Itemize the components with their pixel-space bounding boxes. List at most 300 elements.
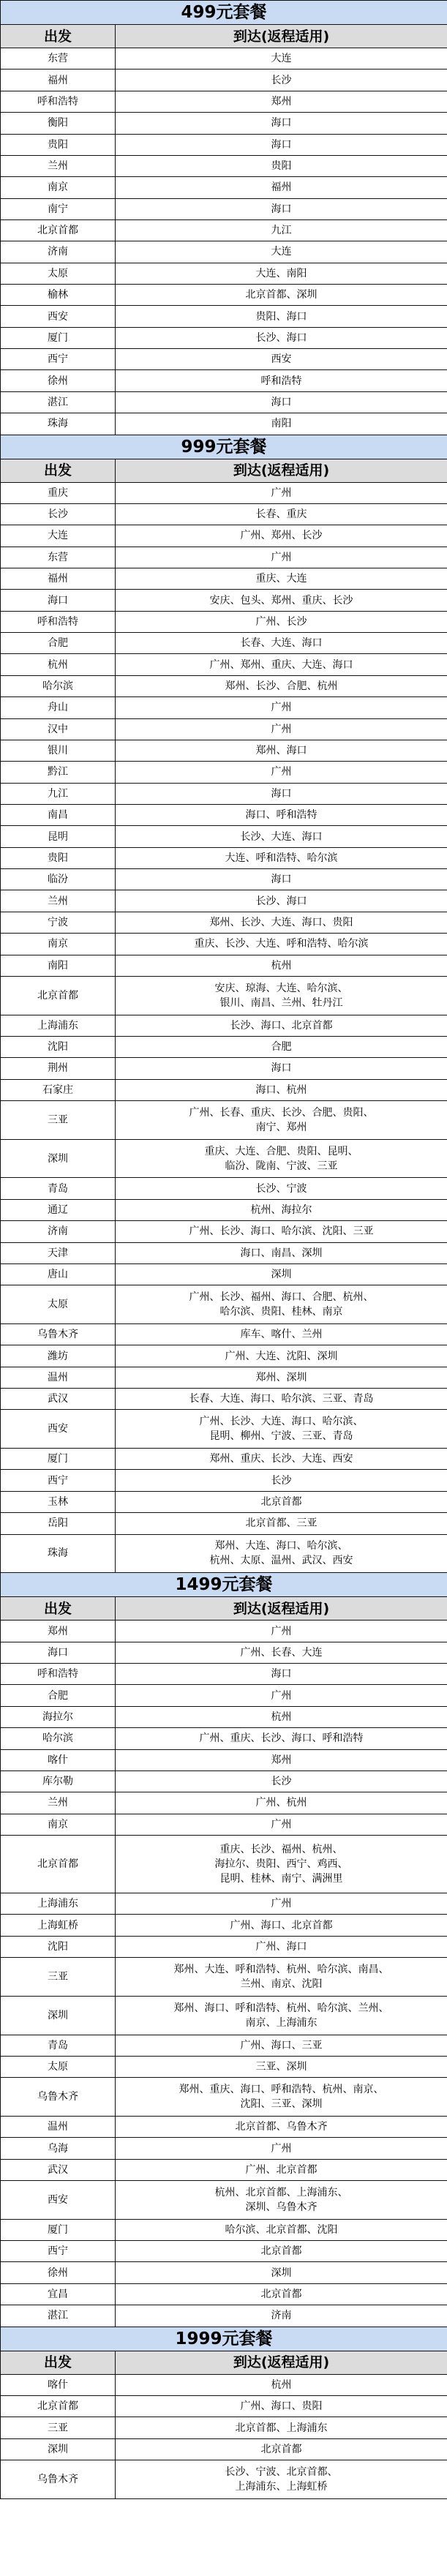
destination-cities [116, 525, 447, 547]
origin-city: 东营 [1, 547, 116, 568]
destination-line: 杭州 [271, 959, 292, 972]
destination-line: 广州 [271, 2142, 292, 2155]
origin-city: 南阳 [1, 955, 116, 976]
destination-line: 广州、长沙、福州、海口、合肥、杭州、 [189, 1291, 374, 1304]
origin-city: 深圳 [1, 1139, 116, 1178]
route-row [1, 976, 447, 1015]
origin-city: 西安 [1, 306, 116, 327]
destination-cities [116, 1642, 447, 1663]
destination-cities [116, 1893, 447, 1915]
origin-city: 九江 [1, 783, 116, 804]
origin-city: 兰州 [1, 890, 116, 912]
destination-cities [116, 1036, 447, 1057]
route-row [1, 1749, 447, 1770]
package-title-row [1, 2327, 447, 2351]
origin-city: 济南 [1, 1221, 116, 1242]
destination-cities [116, 675, 447, 696]
origin-city: 徐州 [1, 2262, 116, 2283]
destination-cities [116, 1770, 447, 1792]
column-header-to: 到达(返程适用) [116, 1597, 447, 1621]
destination-cities [116, 1285, 447, 1324]
destination-line: 长春、大连、海口、哈尔滨、三亚、青岛 [189, 1393, 374, 1405]
destination-cities [116, 219, 447, 241]
destination-line: 长沙 [271, 1474, 292, 1487]
route-row [1, 697, 447, 718]
origin-city: 南宁 [1, 198, 116, 219]
destination-cities [116, 1706, 447, 1727]
destination-cities [116, 2181, 447, 2220]
destination-line: 哈尔滨、贵阳、桂林、南京 [219, 1306, 343, 1318]
column-header-from: 出发 [1, 459, 116, 482]
origin-city: 乌鲁木齐 [1, 2460, 116, 2499]
origin-city: 厦门 [1, 1449, 116, 1470]
origin-city: 西宁 [1, 1470, 116, 1491]
destination-cities [116, 826, 447, 847]
destination-cities [116, 2138, 447, 2159]
destination-cities [116, 1936, 447, 1957]
route-row [1, 1685, 447, 1706]
route-row [1, 2262, 447, 2283]
destination-line: 郑州、海口 [255, 745, 307, 757]
destination-line: 安庆、包头、郑州、重庆、长沙 [209, 594, 353, 607]
destination-cities [116, 2219, 447, 2240]
destination-cities [116, 155, 447, 176]
origin-city: 郑州 [1, 1621, 116, 1642]
destination-cities [116, 1685, 447, 1706]
destination-line: 深圳 [271, 1269, 292, 1281]
destination-cities [116, 955, 447, 976]
route-row [1, 1470, 447, 1491]
destination-line: 重庆、长沙、福州、杭州、 [219, 1843, 343, 1855]
destination-line: 广州 [271, 723, 292, 735]
destination-line: 海口 [271, 1668, 292, 1681]
origin-city: 榆林 [1, 285, 116, 306]
column-header-from: 出发 [1, 2351, 116, 2374]
route-row [1, 1728, 447, 1749]
destination-line: 重庆、大连 [255, 573, 307, 585]
destination-line: 福州 [271, 181, 292, 194]
destination-line: 南宁、郑州 [255, 1121, 307, 1133]
route-row [1, 804, 447, 825]
route-row [1, 675, 447, 696]
destination-line: 广州、长春、大连 [240, 1646, 323, 1659]
destination-line: 大连 [271, 246, 292, 258]
destination-line: 杭州、北京首都、上海浦东、 [214, 2186, 348, 2198]
origin-city: 西宁 [1, 2241, 116, 2262]
origin-city: 珠海 [1, 1534, 116, 1573]
destination-cities [116, 306, 447, 327]
destination-line: 广州 [271, 487, 292, 499]
destination-line: 长沙、大连、海口 [240, 830, 323, 843]
origin-city: 北京首都 [1, 219, 116, 241]
destination-line: 昆明、桂林、南宁、满洲里 [219, 1872, 343, 1885]
destination-line: 昆明、柳州、宁波、三亚、青岛 [209, 1430, 353, 1443]
destination-cities [116, 1199, 447, 1220]
destination-cities [116, 1389, 447, 1410]
origin-city: 厦门 [1, 2219, 116, 2240]
destination-cities [116, 804, 447, 825]
origin-city: 温州 [1, 1367, 116, 1388]
origin-city: 哈尔滨 [1, 1728, 116, 1749]
destination-line: 北京首都 [260, 2288, 302, 2301]
destination-line: 郑州、大连、呼和浩特、杭州、哈尔滨、南昌、 [173, 1963, 389, 1975]
route-row [1, 391, 447, 413]
destination-cities [116, 869, 447, 890]
destination-cities [116, 1534, 447, 1573]
destination-line: 郑州、长沙、合肥、杭州 [225, 680, 338, 692]
destination-cities [116, 370, 447, 391]
origin-city: 乌鲁木齐 [1, 1323, 116, 1345]
destination-line: 长沙、海口 [255, 331, 307, 344]
origin-city: 呼和浩特 [1, 1664, 116, 1685]
destination-line: 大连、南阳 [255, 267, 307, 279]
destination-cities [116, 327, 447, 348]
route-row [1, 847, 447, 868]
destination-line: 广州、杭州 [255, 1797, 307, 1809]
destination-line: 广州、长沙、大连、海口、哈尔滨、 [199, 1416, 364, 1428]
destination-line: 郑州、重庆、海口、呼和浩特、杭州、南京、 [179, 2084, 384, 2096]
destination-cities [116, 241, 447, 263]
route-row [1, 1221, 447, 1242]
route-row [1, 2035, 447, 2056]
route-row [1, 2056, 447, 2077]
route-row [1, 590, 447, 611]
origin-city: 荆州 [1, 1058, 116, 1079]
origin-city: 贵阳 [1, 134, 116, 155]
destination-line: 长春、重庆 [255, 508, 307, 521]
route-row [1, 1936, 447, 1957]
destination-line: 银川、南昌、兰州、牡丹江 [219, 996, 343, 1009]
destination-cities [116, 568, 447, 590]
route-row [1, 91, 447, 112]
destination-cities [116, 1958, 447, 1997]
destination-cities [116, 762, 447, 783]
origin-city: 福州 [1, 70, 116, 91]
origin-city: 徐州 [1, 370, 116, 391]
route-row [1, 1139, 447, 1178]
origin-city: 南昌 [1, 804, 116, 825]
destination-line: 杭州 [271, 1711, 292, 1723]
destination-line: 广州、郑州、长沙 [240, 530, 323, 542]
destination-line: 广州 [271, 551, 292, 563]
route-row [1, 1814, 447, 1835]
origin-city: 宜昌 [1, 2283, 116, 2305]
destination-line: 九江 [271, 225, 292, 237]
destination-cities [116, 1814, 447, 1835]
origin-city: 海拉尔 [1, 1706, 116, 1727]
destination-cities [116, 1178, 447, 1199]
origin-city: 西宁 [1, 349, 116, 370]
destination-line: 广州、重庆、长沙、海口、呼和浩特 [199, 1732, 364, 1745]
route-row [1, 2283, 447, 2305]
route-row [1, 525, 447, 547]
route-row [1, 1410, 447, 1449]
destination-line: 北京首都、深圳 [245, 289, 318, 301]
origin-city: 呼和浩特 [1, 611, 116, 632]
destination-cities [116, 1449, 447, 1470]
destination-line: 沈阳、三亚、深圳 [240, 2098, 323, 2111]
route-row [1, 370, 447, 391]
route-row [1, 1178, 447, 1199]
route-row [1, 70, 447, 91]
origin-city: 昆明 [1, 826, 116, 847]
destination-cities [116, 1410, 447, 1449]
origin-city: 天津 [1, 1242, 116, 1263]
destination-cities [116, 2056, 447, 2077]
origin-city: 上海浦东 [1, 1893, 116, 1915]
destination-line: 广州 [271, 1818, 292, 1830]
column-header-to: 到达(返程适用) [116, 2351, 447, 2374]
route-row [1, 1449, 447, 1470]
destination-line: 西安 [271, 353, 292, 366]
route-row [1, 740, 447, 761]
destination-line: 海口、南昌、深圳 [240, 1247, 323, 1259]
destination-line: 海拉尔、贵阳、西宁、鸡西、 [214, 1858, 348, 1870]
origin-city: 合肥 [1, 633, 116, 654]
origin-city: 舟山 [1, 697, 116, 718]
destination-cities [116, 2116, 447, 2137]
destination-line: 广州、长沙 [255, 615, 307, 628]
route-row [1, 1242, 447, 1263]
origin-city: 岳阳 [1, 1513, 116, 1534]
destination-line: 济南 [271, 2310, 292, 2322]
destination-line: 郑州、重庆、长沙、大连、西安 [209, 1453, 353, 1465]
route-row [1, 1996, 447, 2035]
column-header-to: 到达(返程适用) [116, 459, 447, 482]
destination-cities [116, 2159, 447, 2180]
destination-line: 贵阳 [271, 160, 292, 173]
route-row [1, 413, 447, 435]
destination-cities [116, 48, 447, 70]
origin-city: 南京 [1, 1814, 116, 1835]
destination-cities [116, 2283, 447, 2305]
origin-city: 长沙 [1, 503, 116, 525]
destination-line: 兰州、南京、沈阳 [240, 1978, 323, 1990]
origin-city: 南京 [1, 177, 116, 198]
destination-line: 北京首都 [260, 1496, 302, 1509]
route-row [1, 285, 447, 306]
destination-line: 北京首都 [260, 2443, 302, 2455]
destination-cities [116, 633, 447, 654]
route-row [1, 2305, 447, 2327]
destination-line: 南阳 [271, 418, 292, 430]
destination-cities [116, 590, 447, 611]
route-row [1, 1835, 447, 1893]
origin-city: 青岛 [1, 2035, 116, 2056]
destination-line: 长沙、宁波 [255, 1182, 307, 1195]
origin-city: 三亚 [1, 1101, 116, 1140]
route-row [1, 934, 447, 955]
origin-city: 临汾 [1, 869, 116, 890]
origin-city: 兰州 [1, 1792, 116, 1814]
destination-line: 海口 [271, 203, 292, 215]
destination-cities [116, 2241, 447, 2262]
destination-line: 长沙、宁波、北京首都、 [225, 2466, 338, 2478]
column-header-row [1, 25, 447, 48]
destination-line: 北京首都、上海浦东 [235, 2422, 328, 2434]
destination-cities [116, 1263, 447, 1285]
column-header-row [1, 1597, 447, 1621]
destination-cities [116, 2035, 447, 2056]
origin-city: 湛江 [1, 391, 116, 413]
destination-cities [116, 654, 447, 675]
route-row [1, 955, 447, 976]
destination-line: 哈尔滨、北京首都、沈阳 [225, 2223, 338, 2236]
route-row [1, 1534, 447, 1573]
package-title-row [1, 1, 447, 25]
destination-line: 重庆、大连、合肥、贵阳、昆明、 [204, 1145, 358, 1157]
destination-line: 广州、海口 [255, 1940, 307, 1953]
route-row [1, 2181, 447, 2220]
destination-line: 长春、大连、海口 [240, 637, 323, 650]
destination-cities [116, 1621, 447, 1642]
route-row [1, 890, 447, 912]
package-title: 999元套餐 [1, 435, 447, 459]
destination-cities [116, 503, 447, 525]
origin-city: 乌海 [1, 2138, 116, 2159]
destination-line: 海口、呼和浩特 [245, 809, 318, 822]
destination-cities [116, 2395, 447, 2417]
destination-cities [116, 1058, 447, 1079]
destination-line: 长沙、海口、北京首都 [230, 1019, 333, 1032]
origin-city: 武汉 [1, 2159, 116, 2180]
route-row [1, 198, 447, 219]
destination-line: 郑州 [271, 1754, 292, 1766]
package-title: 1499元套餐 [1, 1573, 447, 1597]
destination-line: 海口 [271, 787, 292, 800]
route-row [1, 1323, 447, 1345]
fare-package-table-body [1, 1, 447, 2499]
destination-cities [116, 482, 447, 503]
destination-line: 广州、大连、沈阳、深圳 [225, 1350, 338, 1362]
destination-line: 广州、海口、北京首都 [230, 1919, 333, 1931]
destination-cities [116, 391, 447, 413]
destination-cities [116, 912, 447, 933]
route-row [1, 1101, 447, 1140]
destination-cities [116, 611, 447, 632]
route-row [1, 2438, 447, 2460]
route-row [1, 762, 447, 783]
destination-line: 贵阳、海口 [255, 310, 307, 323]
origin-city: 汉中 [1, 718, 116, 740]
destination-cities [116, 263, 447, 284]
route-row [1, 1285, 447, 1324]
route-row [1, 1770, 447, 1792]
destination-cities [116, 1015, 447, 1036]
destination-line: 呼和浩特 [260, 375, 302, 387]
destination-line: 长沙 [271, 74, 292, 86]
origin-city: 福州 [1, 568, 116, 590]
route-row [1, 2417, 447, 2438]
route-row [1, 568, 447, 590]
origin-city: 深圳 [1, 2438, 116, 2460]
destination-cities [116, 847, 447, 868]
route-row [1, 503, 447, 525]
origin-city: 潍坊 [1, 1345, 116, 1367]
origin-city: 温州 [1, 2116, 116, 2137]
destination-cities [116, 349, 447, 370]
route-row [1, 1263, 447, 1285]
route-row [1, 2219, 447, 2240]
destination-cities [116, 113, 447, 134]
origin-city: 库尔勒 [1, 1770, 116, 1792]
origin-city: 北京首都 [1, 1835, 116, 1893]
destination-line: 海口 [271, 117, 292, 129]
route-row [1, 2374, 447, 2395]
destination-cities [116, 1345, 447, 1367]
route-row [1, 1915, 447, 1936]
origin-city: 西安 [1, 1410, 116, 1449]
origin-city: 海口 [1, 1642, 116, 1663]
origin-city: 宁波 [1, 912, 116, 933]
destination-line: 郑州、海口、呼和浩特、杭州、哈尔滨、兰州、 [173, 2002, 389, 2014]
destination-line: 北京首都、乌鲁木齐 [235, 2121, 328, 2133]
destination-cities [116, 718, 447, 740]
column-header-from: 出发 [1, 25, 116, 48]
origin-city: 重庆 [1, 482, 116, 503]
route-row [1, 263, 447, 284]
origin-city: 通辽 [1, 1199, 116, 1220]
destination-cities [116, 1221, 447, 1242]
route-row [1, 177, 447, 198]
origin-city: 衡阳 [1, 113, 116, 134]
destination-cities [116, 2305, 447, 2327]
route-row [1, 1036, 447, 1057]
destination-cities [116, 1242, 447, 1263]
route-row [1, 1958, 447, 1997]
route-row [1, 1642, 447, 1663]
destination-cities [116, 91, 447, 112]
origin-city: 沈阳 [1, 1036, 116, 1057]
destination-line: 杭州 [271, 2378, 292, 2391]
package-title-row [1, 435, 447, 459]
origin-city: 西安 [1, 2181, 116, 2220]
destination-line: 广州、北京首都 [245, 2163, 318, 2176]
destination-line: 长沙 [271, 1776, 292, 1788]
destination-line: 三亚、深圳 [255, 2061, 307, 2073]
destination-cities [116, 1323, 447, 1345]
destination-line: 长沙、海口 [255, 895, 307, 907]
destination-cities [116, 1749, 447, 1770]
destination-cities [116, 70, 447, 91]
route-row [1, 1367, 447, 1388]
column-header-to: 到达(返程适用) [116, 25, 447, 48]
destination-cities [116, 783, 447, 804]
package-title: 499元套餐 [1, 1, 447, 25]
destination-cities [116, 1792, 447, 1814]
route-row [1, 1015, 447, 1036]
origin-city: 北京首都 [1, 976, 116, 1015]
route-row [1, 2159, 447, 2180]
destination-cities [116, 1664, 447, 1685]
route-row [1, 547, 447, 568]
destination-cities [116, 1367, 447, 1388]
origin-city: 珠海 [1, 413, 116, 435]
origin-city: 沈阳 [1, 1936, 116, 1957]
destination-line: 合肥 [271, 1041, 292, 1054]
destination-cities [116, 1915, 447, 1936]
destination-line: 深圳、乌鲁木齐 [245, 2201, 318, 2213]
route-row [1, 2138, 447, 2159]
destination-line: 大连 [271, 53, 292, 65]
destination-cities [116, 134, 447, 155]
column-header-row [1, 2351, 447, 2374]
route-row [1, 1199, 447, 1220]
origin-city: 石家庄 [1, 1079, 116, 1100]
destination-line: 上海浦东、上海虹桥 [235, 2480, 328, 2493]
destination-cities [116, 934, 447, 955]
route-row [1, 1345, 447, 1367]
